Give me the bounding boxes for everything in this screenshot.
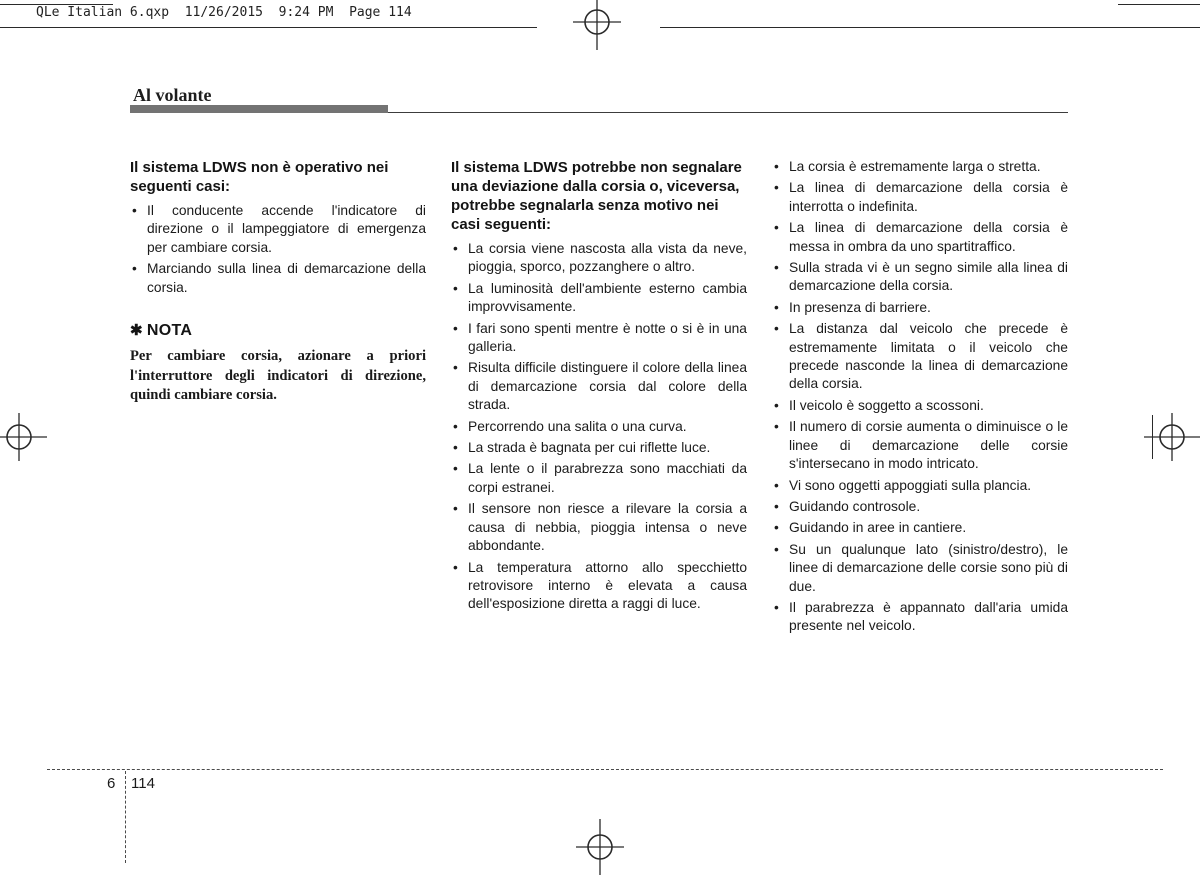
section-title: Al volante xyxy=(133,85,212,105)
bullet-item: • La luminosità dell'ambiente esterno cambia improvvisamente. xyxy=(451,280,747,317)
col2-bullet-list xyxy=(451,240,747,614)
chapter-number: 6 xyxy=(107,775,116,792)
registration-mark-icon xyxy=(0,409,47,465)
nota-block xyxy=(130,321,426,406)
bullet-item: • Il sensore non riesce a rilevare la corsia a causa di nebbia, pioggia intensa o neve abbondante. xyxy=(451,500,747,555)
crop-line-top-left xyxy=(0,27,537,28)
trim-line-bottom xyxy=(47,769,1163,770)
page-number: 114 xyxy=(131,775,155,792)
nota-asterisk-icon: ✱ xyxy=(130,322,143,340)
bullet-item: • Il conducente accende l'indicatore di direzione o il lampeggiatore di emergenza per cambiare corsia. xyxy=(130,202,426,257)
col1-heading: Il sistema LDWS non è operativo nei seguenti casi: xyxy=(130,159,389,195)
section-title-bar xyxy=(130,105,388,113)
bullet-item: • Su un qualunque lato (sinistro/destro), le linee di demarcazione delle corsie sono più di due. xyxy=(772,541,1068,596)
registration-mark-icon xyxy=(569,0,625,50)
bullet-item: • Il numero di corsie aumenta o diminuisce o le linee di demarcazione delle corsie s'intersecano in modo intricato. xyxy=(772,418,1068,473)
column-2 xyxy=(451,158,747,617)
nota-heading xyxy=(130,321,426,340)
bullet-item: • Vi sono oggetti appoggiati sulla plancia. xyxy=(772,477,1068,495)
bullet-item: • La strada è bagnata per cui riflette luce. xyxy=(451,439,747,457)
bullet-item: • La corsia è estremamente larga o stretta. xyxy=(772,158,1068,176)
bullet-item: • Il veicolo è soggetto a scossoni. xyxy=(772,397,1068,415)
col3-bullet-list xyxy=(772,158,1068,636)
bullet-item: • I fari sono spenti mentre è notte o si è in una galleria. xyxy=(451,320,747,357)
crop-line-top-right-upper xyxy=(1118,4,1200,5)
bullet-item: • Il parabrezza è appannato dall'aria umida presente nel veicolo. xyxy=(772,599,1068,636)
col2-heading: Il sistema LDWS potrebbe non segnalare una deviazione dalla corsia o, viceversa, potrebbe segnalarla senza motivo nei casi seguenti: xyxy=(451,159,742,233)
bullet-item: • La linea di demarcazione della corsia è messa in ombra da uno spartitraffico. xyxy=(772,219,1068,256)
bullet-item: • La lente o il parabrezza sono macchiati da corpi estranei. xyxy=(451,460,747,497)
content-columns xyxy=(130,158,1068,639)
crop-line-top-left-upper xyxy=(0,4,113,5)
bullet-item: • Guidando in aree in cantiere. xyxy=(772,519,1068,537)
registration-mark-icon xyxy=(572,819,628,875)
crop-line-top-right xyxy=(660,27,1200,28)
print-file-info: QLe Italian 6.qxp 11/26/2015 9:24 PM Page 114 xyxy=(36,5,412,20)
nota-label: NOTA xyxy=(146,322,193,340)
bullet-item: • La distanza dal veicolo che precede è estremamente limitata o il veicolo che precede nasconde la linea di demarcazione della corsia. xyxy=(772,320,1068,394)
bullet-item: • In presenza di barriere. xyxy=(772,299,1068,317)
bullet-item: • Percorrendo una salita o una curva. xyxy=(451,418,747,436)
registration-mark-icon xyxy=(1144,409,1200,465)
bullet-item: • La temperatura attorno allo specchietto retrovisore interno è elevata a causa dell'esposizione diretta a raggi di luce. xyxy=(451,559,747,614)
bullet-item: • Sulla strada vi è un segno simile alla linea di demarcazione della corsia. xyxy=(772,259,1068,296)
column-3 xyxy=(772,158,1068,639)
col1-bullet-list xyxy=(130,202,426,297)
bullet-item: • Guidando controsole. xyxy=(772,498,1068,516)
bullet-item: • Risulta difficile distinguere il colore della linea di demarcazione corsia dal colore della strada. xyxy=(451,359,747,414)
bullet-item: • La linea di demarcazione della corsia è interrotta o indefinita. xyxy=(772,179,1068,216)
column-1 xyxy=(130,158,426,406)
bullet-item: • La corsia viene nascosta alla vista da neve, pioggia, sporco, pozzanghere o altro. xyxy=(451,240,747,277)
nota-text: Per cambiare corsia, azionare a priori l'interruttore degli indicatori di direzione, quindi cambiare corsia. xyxy=(130,348,426,404)
bullet-item: • Marciando sulla linea di demarcazione della corsia. xyxy=(130,260,426,297)
trim-line-page-number xyxy=(125,771,126,863)
